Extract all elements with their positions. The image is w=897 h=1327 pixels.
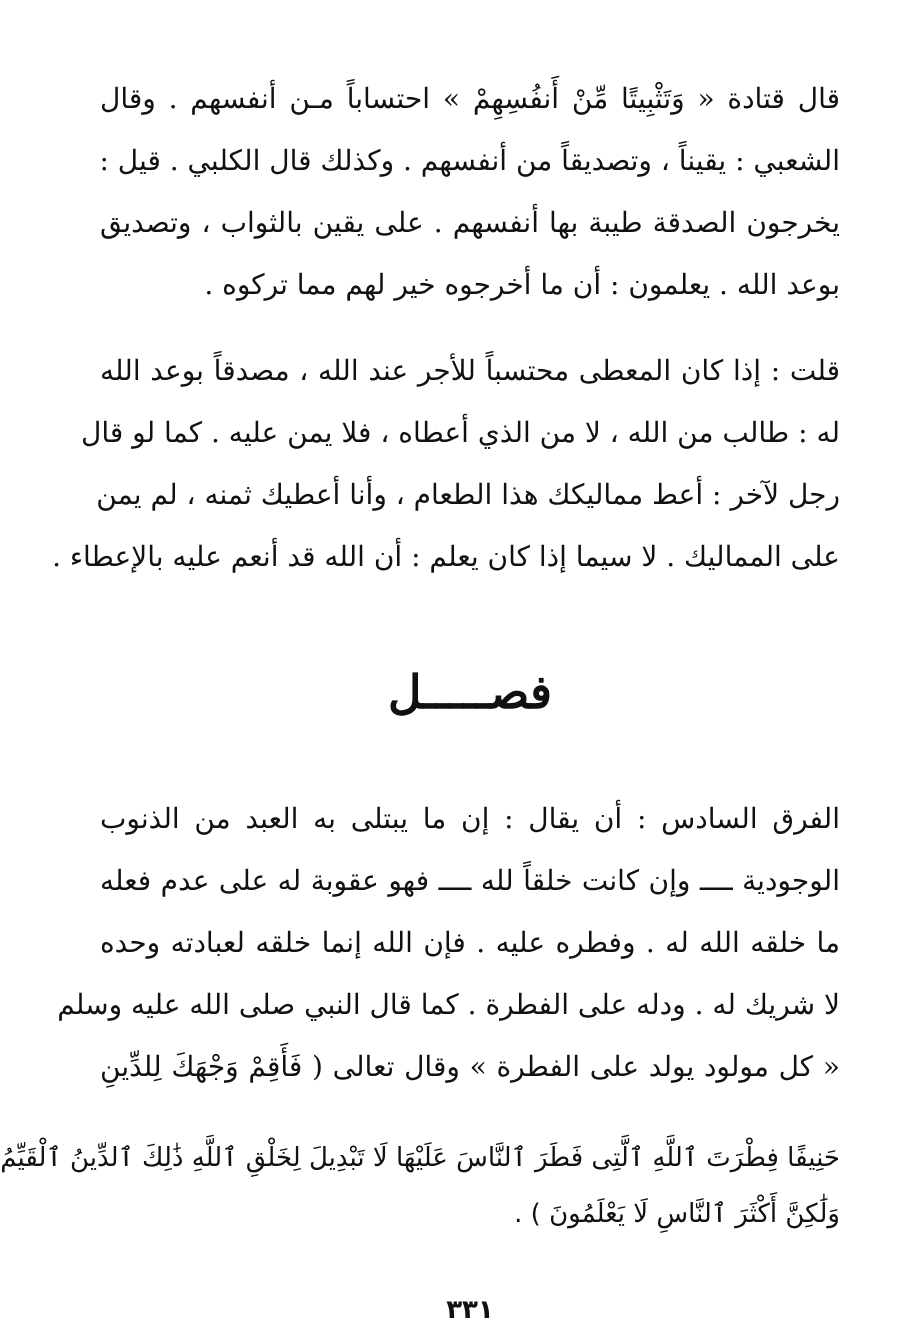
text-line: له : طالب من الله ، لا من الذي أعطاه ، فلا يمن عليه . كما لو قال bbox=[81, 416, 840, 449]
quran-verse bbox=[0, 1130, 840, 1242]
text-line: قلت : إذا كان المعطى محتسباً للأجر عند الله ، مصدقاً بوعد الله bbox=[100, 354, 840, 387]
paragraph-sixth-difference bbox=[57, 788, 840, 1098]
paragraph-qultu bbox=[52, 340, 840, 588]
text-line: الوجودية ــــ وإن كانت خلقاً لله ــــ فهو عقوبة له على عدم فعله bbox=[100, 864, 840, 897]
text-line: ما خلقه الله له . وفطره عليه . فإن الله إنما خلقه لعبادته وحده bbox=[100, 926, 840, 959]
text-line: رجل لآخر : أعط مماليكك هذا الطعام ، وأنا أعطيك ثمنه ، لم يمن bbox=[96, 478, 840, 511]
text-line: الشعبي : يقيناً ، وتصديقاً من أنفسهم . وكذلك قال الكلبي . قيل : bbox=[99, 144, 840, 177]
text-line: قال قتادة « وَتَثْبِيتًا مِّنْ أَنفُسِهِمْ » احتساباً مـن أنفسهم . وقال bbox=[100, 82, 840, 115]
text-line: لا شريك له . ودله على الفطرة . كما قال النبي صلى الله عليه وسلم bbox=[57, 988, 840, 1021]
page-number: ٣٣١ bbox=[446, 1295, 494, 1325]
quran-line: حَنِيفًا فِطْرَتَ ٱللَّهِ ٱلَّتِى فَطَرَ ٱلنَّاسَ عَلَيْهَا لَا تَبْدِيلَ لِخَلْقِ ٱللَّهِ ذَٰلِكَ ٱلدِّينُ ٱلْقَيِّمُ bbox=[0, 1143, 840, 1173]
book-page bbox=[0, 60, 840, 1325]
text-line: على المماليك . لا سيما إذا كان يعلم : أن الله قد أنعم عليه بالإعطاء . bbox=[52, 540, 840, 573]
text-line: بوعد الله . يعلمون : أن ما أخرجوه خير لهم مما تركوه . bbox=[204, 268, 840, 301]
paragraph-qatada bbox=[100, 68, 840, 316]
section-heading: فصـــــل bbox=[387, 665, 553, 719]
text-line: يخرجون الصدقة طيبة بها أنفسهم . على يقين بالثواب ، وتصديق bbox=[100, 206, 840, 239]
text-line: « كل مولود يولد على الفطرة » وقال تعالى ( فَأَقِمْ وَجْهَكَ لِلدِّينِ bbox=[100, 1050, 840, 1083]
text-line: الفرق السادس : أن يقال : إن ما يبتلى به العبد من الذنوب bbox=[100, 802, 840, 835]
quran-line: وَلَٰكِنَّ أَكْثَرَ ٱلنَّاسِ لَا يَعْلَمُونَ ) . bbox=[514, 1199, 840, 1229]
